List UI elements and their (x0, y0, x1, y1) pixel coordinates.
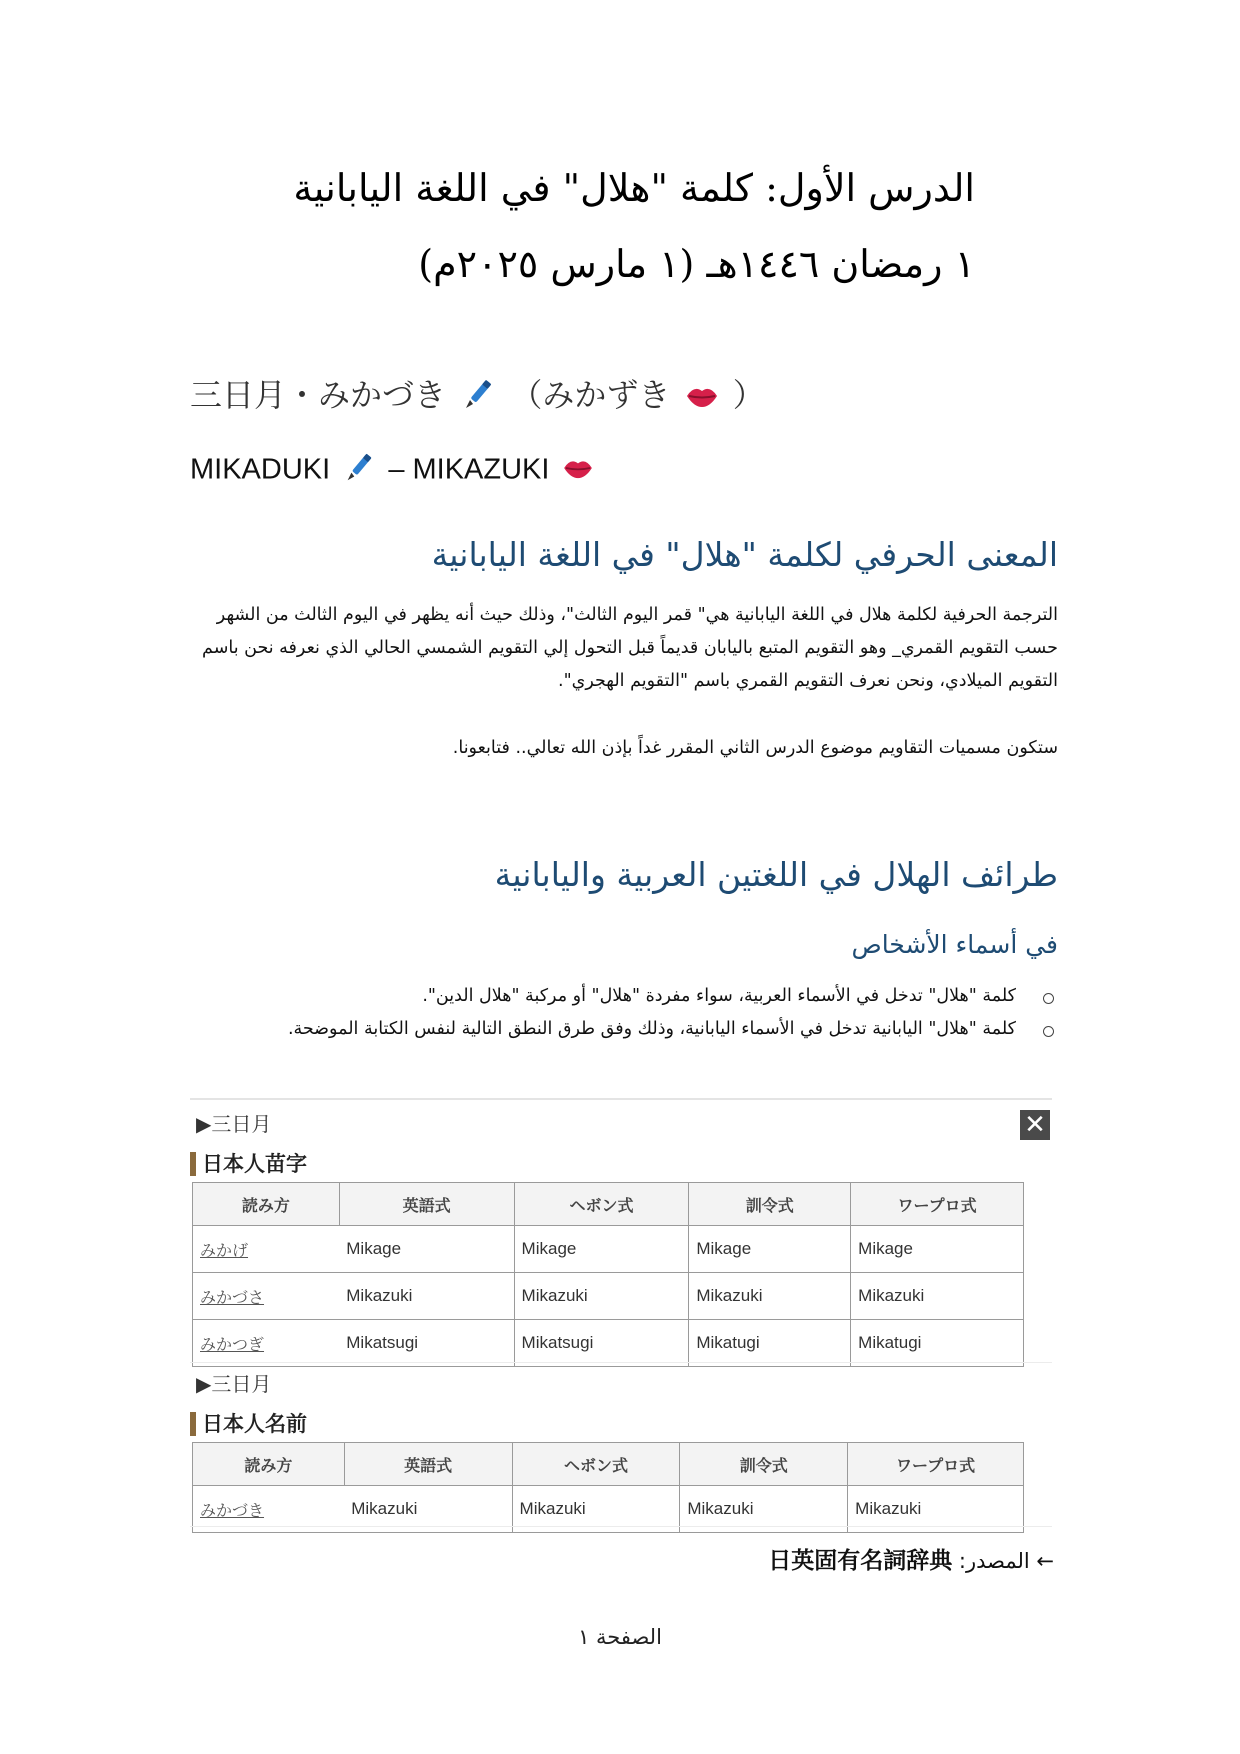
table-cell: Mikatsugi (514, 1320, 689, 1367)
romaji-line (190, 450, 598, 492)
col-header-hepburn: ヘボン式 (512, 1443, 680, 1486)
japanese-alt-open: （みかずき (510, 376, 671, 414)
col-header-wapuro: ワープロ式 (851, 1183, 1024, 1226)
source-label: المصدر: (958, 1549, 1030, 1573)
expander-given-name[interactable]: ▶三日月 (196, 1372, 272, 1396)
surname-table (192, 1182, 1024, 1367)
table-cell: Mikage (851, 1226, 1024, 1273)
japanese-alt-close: ） (732, 376, 765, 414)
source-citation (768, 1542, 1054, 1575)
table-header-row (193, 1443, 1024, 1486)
table-row (193, 1273, 1024, 1320)
subheading-personal-names: في أسماء الأشخاص (851, 930, 1058, 959)
literal-meaning-paragraph: الترجمة الحرفية لكلمة هلال في اللغة اليابانية هي" قمر اليوم الثالث"، وذلك حيث أنه يظهر في اليوم الثالث من الشهر حسب التقويم القمري_ وهو التقويم المتبع باليابان قديماً قبل التحول إلي التقويم الشمسي الحالي الذي نعرفه نحن باسم التقويم الميلادي، ونحن نعرف التقويم القمري باسم "التقويم الهجري". (202, 605, 1058, 691)
pen-icon (460, 376, 496, 420)
reading-link[interactable]: みかづき (193, 1486, 345, 1533)
next-lesson-note: ستكون مسميات التقاويم موضوع الدرس الثاني المقرر غداً بإذن الله تعالي.. فتابعونا. (452, 738, 1058, 758)
section-heading-crescent-trivia: طرائف الهلال في اللغتين العربية واليابانية (494, 855, 1058, 894)
table-cell: Mikatugi (689, 1320, 851, 1367)
col-header-kunrei: 訓令式 (680, 1443, 848, 1486)
table-cell: Mikazuki (680, 1486, 848, 1533)
table-cell: Mikatugi (851, 1320, 1024, 1367)
widget-divider (190, 1362, 1052, 1363)
table-row (193, 1320, 1024, 1367)
reading-link[interactable]: みかつぎ (193, 1320, 340, 1367)
table-cell: Mikazuki (339, 1273, 514, 1320)
col-header-kunrei: 訓令式 (689, 1183, 851, 1226)
table-header-row (193, 1183, 1024, 1226)
lesson-title (215, 150, 975, 302)
col-header-hepburn: ヘボン式 (514, 1183, 689, 1226)
source-dictionary-name: 日英固有名詞辞典 (768, 1548, 953, 1574)
romaji-mikazuki: – MIKAZUKI (388, 453, 550, 486)
list-item: كلمة "هلال" اليابانية تدخل في الأسماء اليابانية، وذلك وفق طرق النطق التالية لنفس الكتابة الموضحة. (258, 1013, 1058, 1046)
romaji-mikaduki: MIKADUKI (190, 453, 331, 486)
table-cell: Mikazuki (848, 1486, 1024, 1533)
col-header-english: 英語式 (339, 1183, 514, 1226)
table-cell: Mikatsugi (339, 1320, 514, 1367)
close-icon[interactable]: ✕ (1020, 1110, 1050, 1140)
names-bullet-list (258, 980, 1058, 1046)
given-name-table (192, 1442, 1024, 1533)
reading-link[interactable]: みかづさ (193, 1273, 340, 1320)
lips-icon (685, 379, 719, 417)
table-cell: Mikazuki (851, 1273, 1024, 1320)
japanese-word: 三日月・みかづき (190, 376, 447, 414)
table-cell: Mikage (689, 1226, 851, 1273)
pen-icon (342, 450, 376, 492)
table-cell: Mikazuki (344, 1486, 512, 1533)
col-header-wapuro: ワープロ式 (848, 1443, 1024, 1486)
reading-link[interactable]: みかげ (193, 1226, 340, 1273)
col-header-english: 英語式 (344, 1443, 512, 1486)
category-given-name: 日本人名前 (190, 1412, 307, 1436)
title-line-1: الدرس الأول: كلمة "هلال" في اللغة اليابانية (293, 166, 975, 210)
japanese-word-line (190, 370, 765, 420)
arrow-left-icon: ← (1036, 1549, 1054, 1573)
widget-bottom-divider (190, 1526, 1052, 1527)
table-cell: Mikazuki (512, 1486, 680, 1533)
lips-icon (562, 455, 594, 488)
category-surname: 日本人苗字 (190, 1152, 307, 1176)
widget-top-divider (190, 1098, 1052, 1100)
japanese-names-widget (190, 1098, 1052, 1526)
expander-surname[interactable]: ▶三日月 (196, 1112, 272, 1136)
table-row (193, 1226, 1024, 1273)
section-heading-literal-meaning: المعنى الحرفي لكلمة "هلال" في اللغة اليابانية (431, 535, 1058, 574)
col-header-reading: 読み方 (193, 1443, 345, 1486)
col-header-reading: 読み方 (193, 1183, 340, 1226)
title-date-line: ١ رمضان ١٤٤٦هـ (١ مارس ٢٠٢٥م) (418, 242, 975, 286)
table-cell: Mikazuki (689, 1273, 851, 1320)
table-cell: Mikazuki (514, 1273, 689, 1320)
table-cell: Mikage (339, 1226, 514, 1273)
page-number: الصفحة ١ (578, 1625, 662, 1649)
list-item: كلمة "هلال" تدخل في الأسماء العربية، سواء مفردة "هلال" أو مركبة "هلال الدين". (258, 980, 1058, 1013)
table-cell: Mikage (514, 1226, 689, 1273)
